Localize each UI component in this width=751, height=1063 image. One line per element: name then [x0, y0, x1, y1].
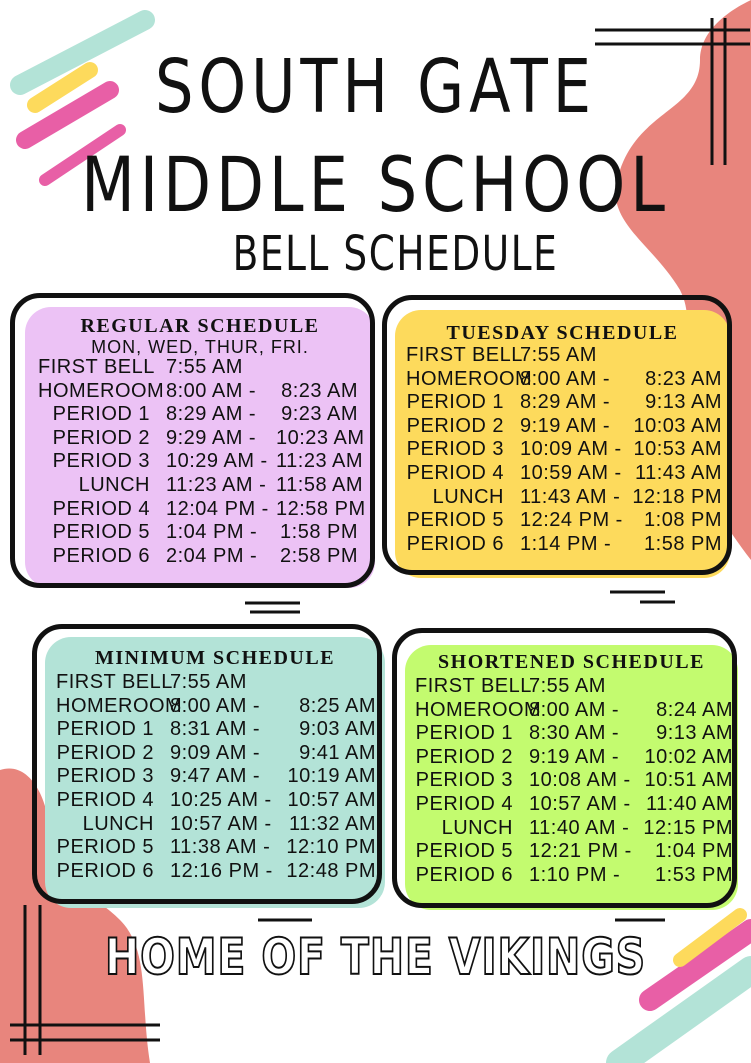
start-time: 7:55 AM	[170, 671, 247, 693]
end-time: 11:58 AM	[276, 473, 364, 496]
period-label: PERIOD 4	[56, 788, 154, 811]
schedule-row	[56, 860, 376, 884]
footer-motto: HOME OF THE VIKINGS	[104, 928, 647, 986]
end-time	[630, 344, 722, 368]
schedule-row	[415, 864, 733, 888]
start-time: 8:30 AM -	[529, 722, 620, 745]
schedule-row	[38, 426, 365, 451]
period-label: PERIOD 5	[56, 836, 154, 859]
schedule-row	[415, 817, 733, 841]
start-time: 8:31 AM -	[170, 718, 261, 741]
period-label: PERIOD 5	[52, 521, 150, 544]
end-time	[643, 675, 733, 699]
schedule-row	[406, 533, 722, 557]
end-time: 10:03 AM	[633, 414, 722, 437]
end-time	[276, 356, 358, 380]
period-label: LUNCH	[432, 485, 504, 508]
end-time: 12:15 PM	[643, 816, 733, 839]
end-time	[284, 671, 376, 695]
start-time: 10:29 AM -	[166, 450, 268, 473]
start-time: 1:10 PM -	[529, 863, 621, 886]
start-time: 9:19 AM -	[520, 414, 611, 437]
start-time: 1:04 PM -	[166, 521, 258, 544]
schedule-row	[56, 695, 376, 719]
schedule-row	[415, 840, 733, 864]
start-time: 12:21 PM -	[529, 840, 632, 863]
schedule-row	[56, 765, 376, 789]
schedule-row	[406, 391, 722, 415]
period-label: LUNCH	[78, 473, 150, 496]
end-time: 9:23 AM	[281, 403, 358, 426]
period-label: HOMEROOM	[56, 694, 183, 717]
period-label: PERIOD 5	[415, 840, 513, 863]
start-time: 12:16 PM -	[170, 859, 273, 882]
end-time: 11:32 AM	[288, 812, 376, 835]
schedule-row	[406, 344, 722, 368]
end-time: 9:03 AM	[299, 718, 376, 741]
period-label: PERIOD 4	[406, 461, 504, 484]
start-time: 9:47 AM -	[170, 765, 261, 788]
schedule-row	[406, 438, 722, 462]
schedule-title: MINIMUM SCHEDULE	[94, 647, 336, 669]
schedule-row	[415, 793, 733, 817]
end-time: 12:10 PM	[286, 836, 376, 859]
period-label: PERIOD 3	[406, 438, 504, 461]
end-time: 10:57 AM	[287, 788, 376, 811]
schedule-row	[38, 450, 364, 474]
period-label: PERIOD 1	[406, 391, 504, 414]
end-time: 10:23 AM	[276, 426, 365, 449]
period-label: FIRST BELL	[56, 671, 173, 693]
start-time: 10:59 AM -	[520, 461, 622, 484]
end-time: 10:51 AM	[644, 769, 733, 792]
end-time: 1:04 PM	[655, 840, 733, 863]
period-label: PERIOD 3	[56, 765, 154, 788]
schedule-row	[406, 368, 722, 392]
period-label: PERIOD 3	[415, 769, 513, 792]
start-time: 2:04 PM -	[166, 544, 258, 567]
period-label: HOMEROOM	[38, 379, 165, 402]
start-time: 8:29 AM -	[166, 403, 257, 426]
schedule-row	[406, 486, 722, 510]
schedule-row	[415, 722, 733, 746]
period-label: PERIOD 5	[406, 509, 504, 532]
start-time: 8:00 AM -	[520, 367, 611, 390]
end-time: 8:24 AM	[656, 698, 733, 721]
period-label: PERIOD 1	[56, 718, 154, 741]
schedule-row	[38, 545, 358, 569]
period-label: PERIOD 2	[415, 745, 513, 768]
end-time: 12:58 PM	[276, 497, 366, 520]
period-label: FIRST BELL	[38, 356, 155, 378]
start-time: 11:43 AM -	[520, 485, 621, 508]
end-time: 1:53 PM	[655, 863, 733, 886]
end-time: 1:58 PM	[644, 532, 722, 555]
period-label: PERIOD 2	[52, 426, 150, 449]
start-time: 1:14 PM -	[520, 532, 612, 555]
schedule-row	[38, 356, 358, 380]
end-time: 12:48 PM	[286, 859, 376, 882]
end-time: 11:43 AM	[634, 461, 722, 484]
end-time: 8:25 AM	[299, 694, 376, 717]
end-time: 10:53 AM	[633, 438, 722, 461]
shortened-schedule-panel	[405, 645, 738, 910]
schedule-row	[38, 497, 366, 522]
schedule-rows	[415, 675, 733, 887]
start-time: 12:24 PM -	[520, 509, 623, 532]
start-time: 10:25 AM -	[170, 788, 272, 811]
schedule-rows	[406, 344, 722, 556]
schedule-row	[415, 769, 733, 793]
start-time: 11:40 AM -	[529, 816, 630, 839]
end-time: 8:23 AM	[281, 379, 358, 402]
period-label: HOMEROOM	[415, 698, 542, 721]
start-time: 9:19 AM -	[529, 745, 620, 768]
schedule-row	[406, 509, 722, 533]
schedule-title: TUESDAY SCHEDULE	[446, 322, 679, 344]
end-time: 1:58 PM	[280, 521, 358, 544]
end-time: 10:02 AM	[644, 745, 733, 768]
start-time: 12:04 PM -	[166, 497, 269, 520]
schedule-row	[56, 718, 376, 742]
school-name-line2: MIDDLE SCHOOL	[81, 140, 670, 229]
schedule-days: MON, WED, THUR, FRI.	[91, 337, 309, 357]
start-time: 10:08 AM -	[529, 769, 631, 792]
start-time: 8:00 AM -	[166, 379, 257, 402]
schedule-row	[38, 521, 358, 545]
period-label: PERIOD 1	[52, 403, 150, 426]
schedule-row	[38, 403, 358, 427]
schedule-row	[56, 789, 376, 813]
end-time: 9:41 AM	[299, 741, 376, 764]
schedule-row	[415, 699, 733, 723]
schedule-row	[56, 742, 376, 766]
period-label: PERIOD 6	[406, 532, 504, 555]
start-time: 9:29 AM -	[166, 426, 257, 449]
period-label: PERIOD 2	[406, 414, 504, 437]
start-time: 7:55 AM	[520, 344, 597, 366]
schedule-row	[415, 675, 733, 699]
schedule-rows	[38, 356, 366, 568]
period-label: LUNCH	[82, 812, 154, 835]
tuesday-schedule-panel	[395, 310, 730, 578]
start-time: 8:29 AM -	[520, 391, 611, 414]
period-label: PERIOD 3	[52, 450, 150, 473]
end-time: 11:23 AM	[276, 450, 364, 473]
regular-schedule-panel	[25, 307, 375, 588]
start-time: 10:09 AM -	[520, 438, 622, 461]
period-label: HOMEROOM	[406, 367, 533, 390]
period-label: PERIOD 2	[56, 741, 154, 764]
end-time: 12:18 PM	[632, 485, 722, 508]
schedule-rows	[56, 671, 376, 883]
period-label: PERIOD 4	[52, 497, 150, 520]
end-time: 10:19 AM	[287, 765, 376, 788]
end-time: 1:08 PM	[644, 509, 722, 532]
page-title: BELL SCHEDULE	[232, 226, 559, 282]
schedule-row	[415, 746, 733, 770]
end-time: 9:13 AM	[645, 391, 722, 414]
end-time: 11:40 AM	[645, 792, 733, 815]
minimum-schedule-panel	[45, 637, 385, 908]
start-time: 11:38 AM -	[170, 836, 271, 859]
schedule-row	[38, 380, 358, 404]
start-time: 7:55 AM	[166, 356, 243, 378]
schedule-title: SHORTENED SCHEDULE	[438, 651, 705, 673]
period-label: LUNCH	[441, 816, 513, 839]
schedule-row	[56, 813, 376, 837]
period-label: PERIOD 6	[52, 544, 150, 567]
schedule-row	[56, 671, 376, 695]
period-label: PERIOD 6	[415, 863, 513, 886]
period-label: PERIOD 6	[56, 859, 154, 882]
period-label: FIRST BELL	[415, 675, 532, 697]
schedule-title: REGULAR SCHEDULE	[80, 315, 320, 337]
period-label: FIRST BELL	[406, 344, 523, 366]
schedule-row	[56, 836, 376, 860]
schedule-row	[406, 415, 722, 439]
start-time: 8:00 AM -	[529, 698, 620, 721]
schedule-row	[38, 473, 364, 498]
start-time: 11:23 AM -	[166, 473, 267, 496]
end-time: 9:13 AM	[656, 722, 733, 745]
end-time: 8:23 AM	[645, 367, 722, 390]
schedule-row	[406, 462, 722, 486]
school-name-line1: SOUTH GATE	[154, 44, 597, 130]
period-label: PERIOD 1	[415, 722, 513, 745]
start-time: 10:57 AM -	[170, 812, 272, 835]
start-time: 7:55 AM	[529, 675, 606, 697]
end-time: 2:58 PM	[280, 544, 358, 567]
start-time: 9:09 AM -	[170, 741, 261, 764]
period-label: PERIOD 4	[415, 792, 513, 815]
start-time: 8:00 AM -	[170, 694, 261, 717]
start-time: 10:57 AM -	[529, 792, 631, 815]
